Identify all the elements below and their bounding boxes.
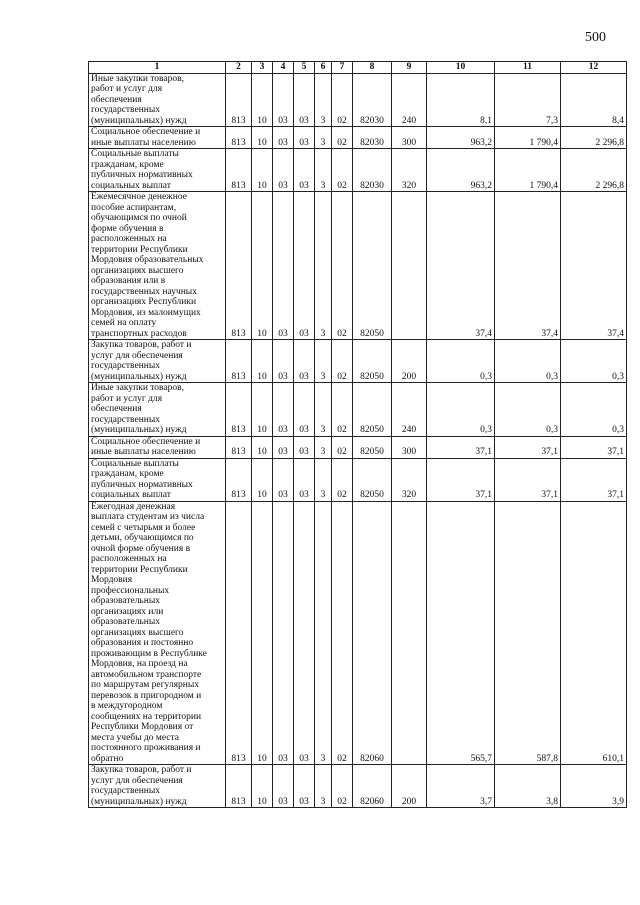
row-amount-col10: 963,2 [427, 149, 495, 192]
row-subsection-code: 03 [273, 765, 294, 808]
row-amount-col10: 0,3 [427, 383, 495, 437]
row-program-code: 03 [294, 73, 315, 127]
row-subprogram-code: 3 [315, 149, 332, 192]
row-amount-col11: 37,4 [495, 192, 561, 340]
table-row [89, 127, 627, 149]
row-measure-code: 02 [332, 73, 353, 127]
row-amount-col11: 7,3 [495, 73, 561, 127]
row-ministry-code: 813 [226, 765, 252, 808]
row-amount-col12: 2 296,8 [561, 149, 627, 192]
row-direction-code: 82050 [353, 340, 392, 383]
row-measure-code: 02 [332, 340, 353, 383]
row-amount-col10: 37,4 [427, 192, 495, 340]
row-measure-code: 02 [332, 127, 353, 149]
row-name: Ежегодная денежная выплата студентам из числа семей с четырьмя и более детьми, обучающимся по очной форме обучения в расположенных на территории Республики Мордовия профессиональных образовательных организациях или образовательных организациях высшего образования и постоянно проживающим в Республике Мордовия, на проезд на автомобильном транспорте по маршрутам регулярных перевозок в пригородном и в междугородном сообщениях на территории Республики Мордовия от места учебы до места постоянного проживания и обратно [89, 501, 226, 765]
row-measure-code: 02 [332, 458, 353, 501]
row-amount-col11: 37,1 [495, 458, 561, 501]
row-amount-col10: 963,2 [427, 127, 495, 149]
row-ministry-code: 813 [226, 340, 252, 383]
col-header: 3 [252, 62, 273, 74]
row-amount-col12: 2 296,8 [561, 127, 627, 149]
row-amount-col10: 0,3 [427, 340, 495, 383]
row-amount-col11: 0,3 [495, 383, 561, 437]
col-header: 11 [495, 62, 561, 74]
row-name: Социальное обеспечение и иные выплаты населению [89, 436, 226, 458]
row-amount-col12: 37,1 [561, 436, 627, 458]
row-name: Социальные выплаты гражданам, кроме публичных нормативных социальных выплат [89, 458, 226, 501]
row-ministry-code: 813 [226, 436, 252, 458]
row-measure-code: 02 [332, 149, 353, 192]
table-row [89, 458, 627, 501]
row-program-code: 03 [294, 501, 315, 765]
row-measure-code: 02 [332, 383, 353, 437]
row-subprogram-code: 3 [315, 765, 332, 808]
row-direction-code: 82050 [353, 458, 392, 501]
row-amount-col12: 3,9 [561, 765, 627, 808]
row-ministry-code: 813 [226, 192, 252, 340]
row-subprogram-code: 3 [315, 436, 332, 458]
header-row [89, 62, 627, 74]
col-header: 10 [427, 62, 495, 74]
row-amount-col10: 37,1 [427, 458, 495, 501]
budget-table [88, 61, 627, 808]
row-name: Закупка товаров, работ и услуг для обеспечения государственных (муниципальных) нужд [89, 765, 226, 808]
row-direction-code: 82050 [353, 192, 392, 340]
row-subsection-code: 03 [273, 192, 294, 340]
col-header: 8 [353, 62, 392, 74]
row-section-code: 10 [252, 127, 273, 149]
row-expense-type [392, 501, 427, 765]
row-section-code: 10 [252, 458, 273, 501]
col-header: 6 [315, 62, 332, 74]
table-row [89, 383, 627, 437]
row-direction-code: 82030 [353, 73, 392, 127]
row-amount-col11: 1 790,4 [495, 149, 561, 192]
row-amount-col11: 0,3 [495, 340, 561, 383]
row-amount-col12: 8,4 [561, 73, 627, 127]
row-direction-code: 82050 [353, 436, 392, 458]
row-subsection-code: 03 [273, 149, 294, 192]
row-ministry-code: 813 [226, 501, 252, 765]
row-subsection-code: 03 [273, 436, 294, 458]
col-header: 4 [273, 62, 294, 74]
row-ministry-code: 813 [226, 73, 252, 127]
row-amount-col11: 587,8 [495, 501, 561, 765]
row-section-code: 10 [252, 149, 273, 192]
row-subsection-code: 03 [273, 73, 294, 127]
col-header: 12 [561, 62, 627, 74]
table-row [89, 149, 627, 192]
row-amount-col12: 0,3 [561, 340, 627, 383]
row-amount-col12: 610,1 [561, 501, 627, 765]
row-expense-type: 200 [392, 340, 427, 383]
row-expense-type: 320 [392, 458, 427, 501]
row-subprogram-code: 3 [315, 127, 332, 149]
row-ministry-code: 813 [226, 149, 252, 192]
row-amount-col10: 3,7 [427, 765, 495, 808]
row-program-code: 03 [294, 192, 315, 340]
col-header: 7 [332, 62, 353, 74]
row-subprogram-code: 3 [315, 340, 332, 383]
row-subprogram-code: 3 [315, 383, 332, 437]
row-section-code: 10 [252, 765, 273, 808]
row-direction-code: 82060 [353, 765, 392, 808]
row-subsection-code: 03 [273, 383, 294, 437]
row-section-code: 10 [252, 73, 273, 127]
row-name: Социальное обеспечение и иные выплаты населению [89, 127, 226, 149]
row-section-code: 10 [252, 501, 273, 765]
row-expense-type: 240 [392, 383, 427, 437]
row-amount-col12: 37,1 [561, 458, 627, 501]
page-number: 500 [585, 30, 606, 45]
table-row [89, 192, 627, 340]
row-expense-type: 240 [392, 73, 427, 127]
row-subprogram-code: 3 [315, 458, 332, 501]
row-amount-col12: 0,3 [561, 383, 627, 437]
table-row [89, 340, 627, 383]
row-direction-code: 82050 [353, 383, 392, 437]
row-subprogram-code: 3 [315, 501, 332, 765]
row-subsection-code: 03 [273, 340, 294, 383]
row-measure-code: 02 [332, 501, 353, 765]
row-subprogram-code: 3 [315, 73, 332, 127]
row-name: Социальные выплаты гражданам, кроме публичных нормативных социальных выплат [89, 149, 226, 192]
row-amount-col10: 565,7 [427, 501, 495, 765]
row-expense-type [392, 192, 427, 340]
row-ministry-code: 813 [226, 458, 252, 501]
row-section-code: 10 [252, 340, 273, 383]
col-header: 1 [89, 62, 226, 74]
row-ministry-code: 813 [226, 127, 252, 149]
row-expense-type: 300 [392, 127, 427, 149]
row-program-code: 03 [294, 436, 315, 458]
row-program-code: 03 [294, 383, 315, 437]
row-expense-type: 200 [392, 765, 427, 808]
row-direction-code: 82030 [353, 127, 392, 149]
row-section-code: 10 [252, 192, 273, 340]
row-program-code: 03 [294, 340, 315, 383]
row-direction-code: 82060 [353, 501, 392, 765]
row-amount-col11: 1 790,4 [495, 127, 561, 149]
row-name: Иные закупки товаров, работ и услуг для обеспечения государственных (муниципальных) нужд [89, 73, 226, 127]
row-program-code: 03 [294, 149, 315, 192]
table-row [89, 73, 627, 127]
row-measure-code: 02 [332, 192, 353, 340]
row-measure-code: 02 [332, 765, 353, 808]
row-subprogram-code: 3 [315, 192, 332, 340]
table-row [89, 501, 627, 765]
row-amount-col12: 37,4 [561, 192, 627, 340]
table-row [89, 436, 627, 458]
row-subsection-code: 03 [273, 127, 294, 149]
row-name: Закупка товаров, работ и услуг для обеспечения государственных (муниципальных) нужд [89, 340, 226, 383]
row-amount-col10: 37,1 [427, 436, 495, 458]
row-direction-code: 82030 [353, 149, 392, 192]
row-amount-col11: 3,8 [495, 765, 561, 808]
row-measure-code: 02 [332, 436, 353, 458]
row-amount-col11: 37,1 [495, 436, 561, 458]
row-subsection-code: 03 [273, 458, 294, 501]
row-program-code: 03 [294, 765, 315, 808]
row-ministry-code: 813 [226, 383, 252, 437]
row-name: Иные закупки товаров, работ и услуг для обеспечения государственных (муниципальных) нужд [89, 383, 226, 437]
table-row [89, 765, 627, 808]
row-section-code: 10 [252, 436, 273, 458]
col-header: 2 [226, 62, 252, 74]
row-amount-col10: 8,1 [427, 73, 495, 127]
row-expense-type: 320 [392, 149, 427, 192]
row-name: Ежемесячное денежное пособие аспирантам, обучающимся по очной форме обучения в расположенных на территории Республики Мордовия образовательных организациях высшего образования или в государственных научных организациях Республики Мордовия, из малоимущих семей на оплату транспортных расходов [89, 192, 226, 340]
row-expense-type: 300 [392, 436, 427, 458]
row-program-code: 03 [294, 127, 315, 149]
row-section-code: 10 [252, 383, 273, 437]
col-header: 5 [294, 62, 315, 74]
row-program-code: 03 [294, 458, 315, 501]
row-subsection-code: 03 [273, 501, 294, 765]
col-header: 9 [392, 62, 427, 74]
